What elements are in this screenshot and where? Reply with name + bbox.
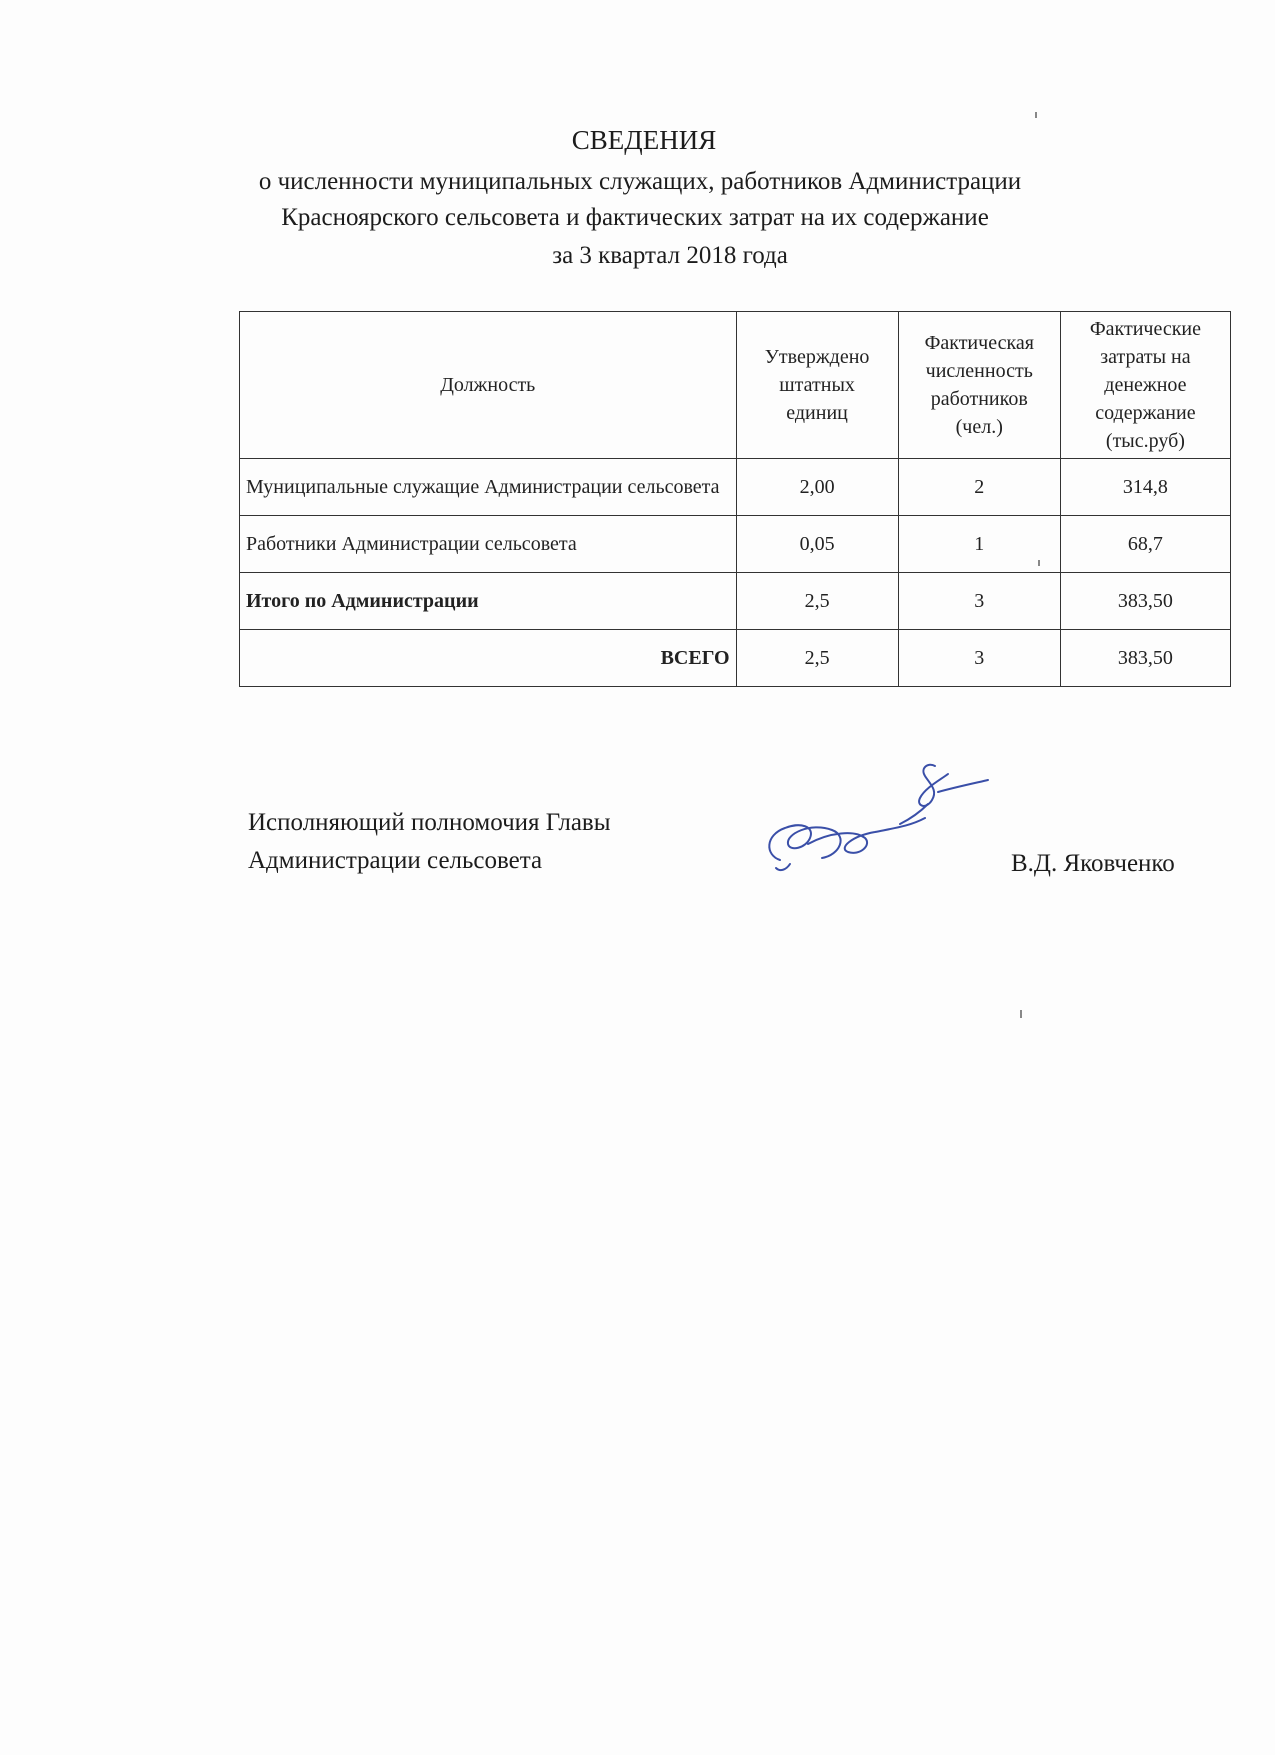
header-cost-l4: содержание	[1095, 402, 1196, 424]
column-header-count	[898, 312, 1060, 459]
header-count-l4: (чел.)	[955, 416, 1003, 438]
cell-count: 3	[898, 573, 1060, 630]
cell-position: Муниципальные служащие Администрации сельсовета	[240, 459, 737, 516]
cell-count: 1	[898, 516, 1060, 573]
cell-position: Работники Администрации сельсовета	[240, 516, 737, 573]
table-row-total	[240, 630, 1231, 687]
subtitle-text-1: о численности муниципальных служащих, работников Администрации	[258, 168, 1022, 195]
cell-units: 2,5	[736, 630, 898, 687]
signer-title-line1: Исполняющий полномочия Главы	[248, 809, 611, 836]
header-cost-l2: затраты на	[1100, 346, 1191, 368]
document-subtitle-line2	[60, 200, 1210, 236]
document-subtitle-line1	[65, 164, 1215, 200]
header-cost-l5: (тыс.руб)	[1105, 430, 1185, 452]
scan-speck	[1035, 112, 1037, 118]
cell-units: 2,00	[736, 459, 898, 516]
header-units-l3: единиц	[786, 402, 848, 424]
header-units-l1: Утверждено	[764, 346, 870, 368]
header-cost-l3: денежное	[1104, 374, 1187, 396]
table-row	[240, 459, 1231, 516]
scan-speck	[1038, 560, 1040, 566]
column-header-units	[736, 312, 898, 459]
signer-title	[248, 804, 611, 880]
cell-count: 2	[898, 459, 1060, 516]
signer-name: В.Д. Яковченко	[1011, 850, 1175, 877]
table-header-row	[240, 312, 1231, 459]
header-cost-l1: Фактические	[1089, 318, 1202, 340]
table-row-subtotal	[240, 573, 1231, 630]
column-header-cost	[1060, 312, 1230, 459]
cell-cost: 68,7	[1060, 516, 1230, 573]
subtitle-text-3: за 3 квартал 2018 года	[552, 242, 788, 269]
cell-position: ВСЕГО	[240, 630, 737, 687]
cell-cost: 383,50	[1060, 630, 1230, 687]
staff-table	[239, 311, 1231, 687]
subtitle-text-2: Красноярского сельсовета и фактических затрат на их содержание	[281, 204, 989, 231]
signer-title-line2: Администрации сельсовета	[248, 847, 543, 874]
cell-count: 3	[898, 630, 1060, 687]
column-header-position: Должность	[240, 312, 737, 459]
scan-speck	[1020, 1010, 1022, 1018]
header-count-l1: Фактическая	[924, 332, 1034, 354]
cell-units: 2,5	[736, 573, 898, 630]
document-title	[94, 122, 1194, 158]
cell-position: Итого по Администрации	[240, 573, 737, 630]
header-units-l2: штатных	[779, 374, 855, 396]
header-count-l3: работников	[930, 388, 1028, 410]
cell-units: 0,05	[736, 516, 898, 573]
table-row	[240, 516, 1231, 573]
document-subtitle-line3	[120, 238, 1220, 274]
cell-cost: 314,8	[1060, 459, 1230, 516]
handwritten-signature	[760, 760, 990, 880]
cell-cost: 383,50	[1060, 573, 1230, 630]
title-text: СВЕДЕНИЯ	[571, 125, 717, 155]
header-count-l2: численность	[925, 360, 1033, 382]
